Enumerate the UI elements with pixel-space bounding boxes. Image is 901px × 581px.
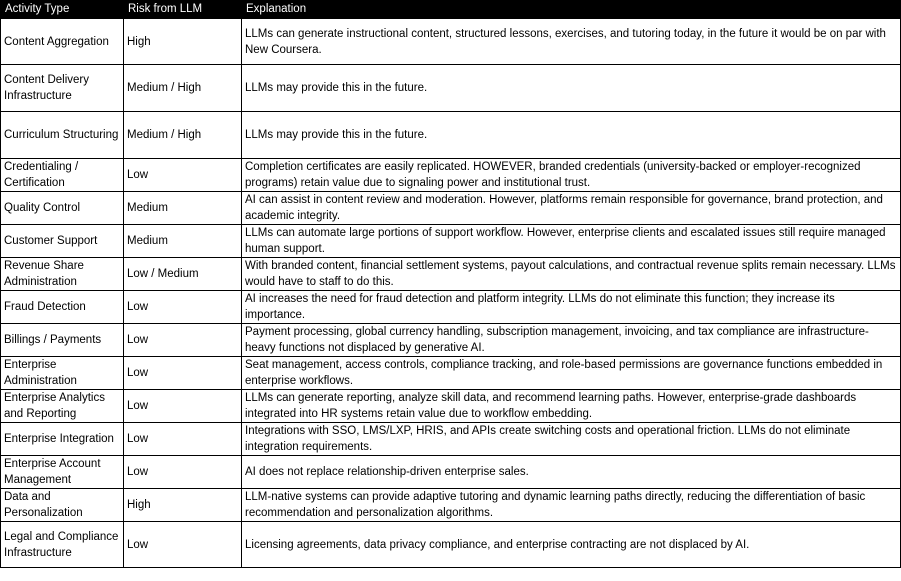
table-row: [1, 390, 901, 423]
table-row: [1, 192, 901, 225]
explanation-cell: AI increases the need for fraud detection and platform integrity. LLMs do not eliminate this function; they increase its importance.: [242, 291, 901, 324]
risk-cell: High: [124, 489, 242, 522]
risk-cell: Low: [124, 291, 242, 324]
risk-cell: Low: [124, 423, 242, 456]
activity-cell: Billings / Payments: [1, 324, 124, 357]
table-row: [1, 522, 901, 568]
table-row: [1, 489, 901, 522]
header-activity-type: Activity Type: [1, 1, 124, 19]
explanation-cell: AI does not replace relationship-driven enterprise sales.: [242, 456, 901, 489]
activity-cell: Quality Control: [1, 192, 124, 225]
risk-cell: Low: [124, 324, 242, 357]
table-row: [1, 65, 901, 112]
explanation-cell: Integrations with SSO, LMS/LXP, HRIS, and APIs create switching costs and operational friction. LLMs do not eliminate integration requirements.: [242, 423, 901, 456]
explanation-cell: Seat management, access controls, compliance tracking, and role-based permissions are governance functions embedded in enterprise workflows.: [242, 357, 901, 390]
risk-cell: Low: [124, 159, 242, 192]
header-row: [1, 1, 901, 19]
table-row: [1, 112, 901, 159]
table-body: [1, 19, 901, 568]
table-row: [1, 456, 901, 489]
activity-cell: Data and Personalization: [1, 489, 124, 522]
risk-cell: Medium: [124, 192, 242, 225]
header-risk-from-llm: Risk from LLM: [124, 1, 242, 19]
activity-cell: Enterprise Account Management: [1, 456, 124, 489]
table-row: [1, 324, 901, 357]
risk-cell: Low: [124, 390, 242, 423]
explanation-cell: LLMs can generate reporting, analyze skill data, and recommend learning paths. However, enterprise-grade dashboards integrated into HR systems retain value due to workflow embedding.: [242, 390, 901, 423]
activity-cell: Content Aggregation: [1, 19, 124, 65]
explanation-cell: Payment processing, global currency handling, subscription management, invoicing, and tax compliance are infrastructure-heavy functions not displaced by generative AI.: [242, 324, 901, 357]
risk-cell: Low: [124, 522, 242, 568]
table-row: [1, 357, 901, 390]
risk-cell: Low: [124, 456, 242, 489]
explanation-cell: LLMs can generate instructional content, structured lessons, exercises, and tutoring today, in the future it would be on par with New Coursera.: [242, 19, 901, 65]
risk-cell: High: [124, 19, 242, 65]
activity-cell: Curriculum Structuring: [1, 112, 124, 159]
table-row: [1, 291, 901, 324]
activity-cell: Enterprise Integration: [1, 423, 124, 456]
table-row: [1, 225, 901, 258]
table-row: [1, 258, 901, 291]
explanation-cell: Completion certificates are easily replicated. HOWEVER, branded credentials (university-backed or employer-recognized programs) retain value due to signaling power and institutional trust.: [242, 159, 901, 192]
table-row: [1, 423, 901, 456]
risk-cell: Low: [124, 357, 242, 390]
explanation-cell: LLMs can automate large portions of support workflow. However, enterprise clients and escalated issues still require managed human support.: [242, 225, 901, 258]
explanation-cell: With branded content, financial settlement systems, payout calculations, and contractual revenue splits remain necessary. LLMs would have to staff to do this.: [242, 258, 901, 291]
activity-cell: Fraud Detection: [1, 291, 124, 324]
explanation-cell: LLMs may provide this in the future.: [242, 65, 901, 112]
table-row: [1, 159, 901, 192]
risk-cell: Medium: [124, 225, 242, 258]
explanation-cell: Licensing agreements, data privacy compliance, and enterprise contracting are not displaced by AI.: [242, 522, 901, 568]
header-explanation: Explanation: [242, 1, 901, 19]
activity-cell: Revenue Share Administration: [1, 258, 124, 291]
activity-cell: Customer Support: [1, 225, 124, 258]
activity-cell: Legal and Compliance Infrastructure: [1, 522, 124, 568]
activity-cell: Enterprise Administration: [1, 357, 124, 390]
risk-cell: Medium / High: [124, 65, 242, 112]
explanation-cell: LLMs may provide this in the future.: [242, 112, 901, 159]
explanation-cell: LLM-native systems can provide adaptive tutoring and dynamic learning paths directly, reducing the differentiation of basic recommendation and personalization algorithms.: [242, 489, 901, 522]
explanation-cell: AI can assist in content review and moderation. However, platforms remain responsible for governance, brand protection, and academic integrity.: [242, 192, 901, 225]
risk-cell: Medium / High: [124, 112, 242, 159]
activity-cell: Credentialing / Certification: [1, 159, 124, 192]
table-header: [1, 1, 901, 19]
activity-cell: Content Delivery Infrastructure: [1, 65, 124, 112]
risk-cell: Low / Medium: [124, 258, 242, 291]
table-row: [1, 19, 901, 65]
activity-cell: Enterprise Analytics and Reporting: [1, 390, 124, 423]
